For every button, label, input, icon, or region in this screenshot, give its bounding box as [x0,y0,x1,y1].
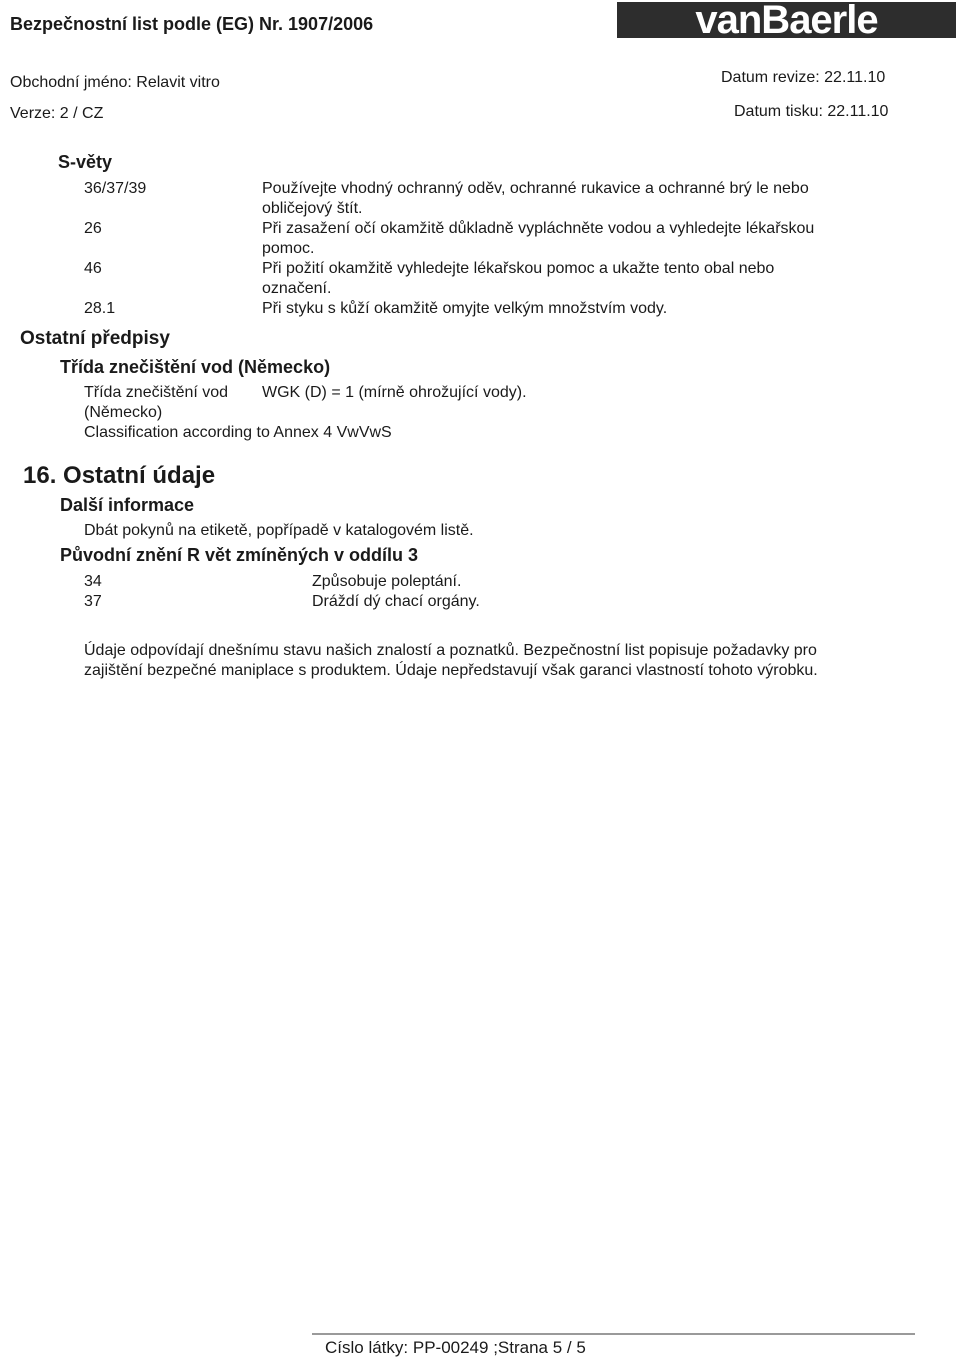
logo-text: vanBaerle [695,0,878,42]
section-16-heading: 16. Ostatní údaje [23,462,216,489]
classification-note: Classification according to Annex 4 VwVwS [84,424,392,441]
further-info-text: Dbát pokynů na etiketě, popřípadě v katalogovém listě. [84,522,474,539]
s-phrase-text: pomoc. [262,240,315,257]
r-phrases-heading: Původní znění R vět zmíněných v oddílu 3 [60,545,419,565]
s-phrase-code: 46 [84,260,102,277]
r-phrase-code: 34 [84,573,102,590]
s-phrase-code: 36/37/39 [84,180,147,197]
s-phrase-text: Používejte vhodný ochranný oděv, ochranné rukavice a ochranné brý le nebo [262,180,809,197]
print-date: Datum tisku: 22.11.10 [734,103,889,120]
disclaimer-line: zajištění bezpečné maniplace s produktem. Údaje nepředstavují však garanci vlastností tohoto výrobku. [84,662,818,679]
s-phrase-text: Při požití okamžitě vyhledejte lékařskou pomoc a ukažte tento obal nebo [262,260,775,277]
footer-divider [312,1333,915,1335]
version: Verze: 2 / CZ [10,105,104,122]
s-phrases-heading: S-věty [58,152,113,172]
water-hazard-label: Třída znečištění vod [84,384,229,401]
r-phrase-text: Způsobuje poleptání. [312,573,462,590]
water-hazard-heading: Třída znečištění vod (Německo) [60,357,331,377]
s-phrase-code: 28.1 [84,300,116,317]
water-hazard-label-cont: (Německo) [84,404,163,421]
s-phrase-text: obličejový štít. [262,200,363,217]
r-phrase-text: Dráždí dý chací orgány. [312,593,480,610]
vanbaerle-logo [617,0,956,42]
s-phrase-code: 26 [84,220,102,237]
revision-date: Datum revize: 22.11.10 [721,69,886,86]
other-regulations-heading: Ostatní předpisy [20,328,170,349]
s-phrase-text: Při zasažení očí okamžitě důkladně vypláchněte vodou a vyhledejte lékařskou [262,220,815,237]
water-hazard-value: WGK (D) = 1 (mírně ohrožující vody). [262,384,527,401]
s-phrase-text: Při styku s kůží okamžitě omyjte velkým množstvím vody. [262,300,668,317]
further-info-heading: Další informace [60,495,195,515]
footer-page-info: Císlo látky: PP-00249 ;Strana 5 / 5 [325,1338,586,1357]
disclaimer-line: Údaje odpovídají dnešnímu stavu našich znalostí a poznatků. Bezpečnostní list popisuje požadavky pro [84,642,817,659]
document-title: Bezpečnostní list podle (EG) Nr. 1907/2006 [10,14,374,34]
trade-name: Obchodní jméno: Relavit vitro [10,74,220,91]
r-phrase-code: 37 [84,593,102,610]
s-phrase-text: označení. [262,280,332,297]
